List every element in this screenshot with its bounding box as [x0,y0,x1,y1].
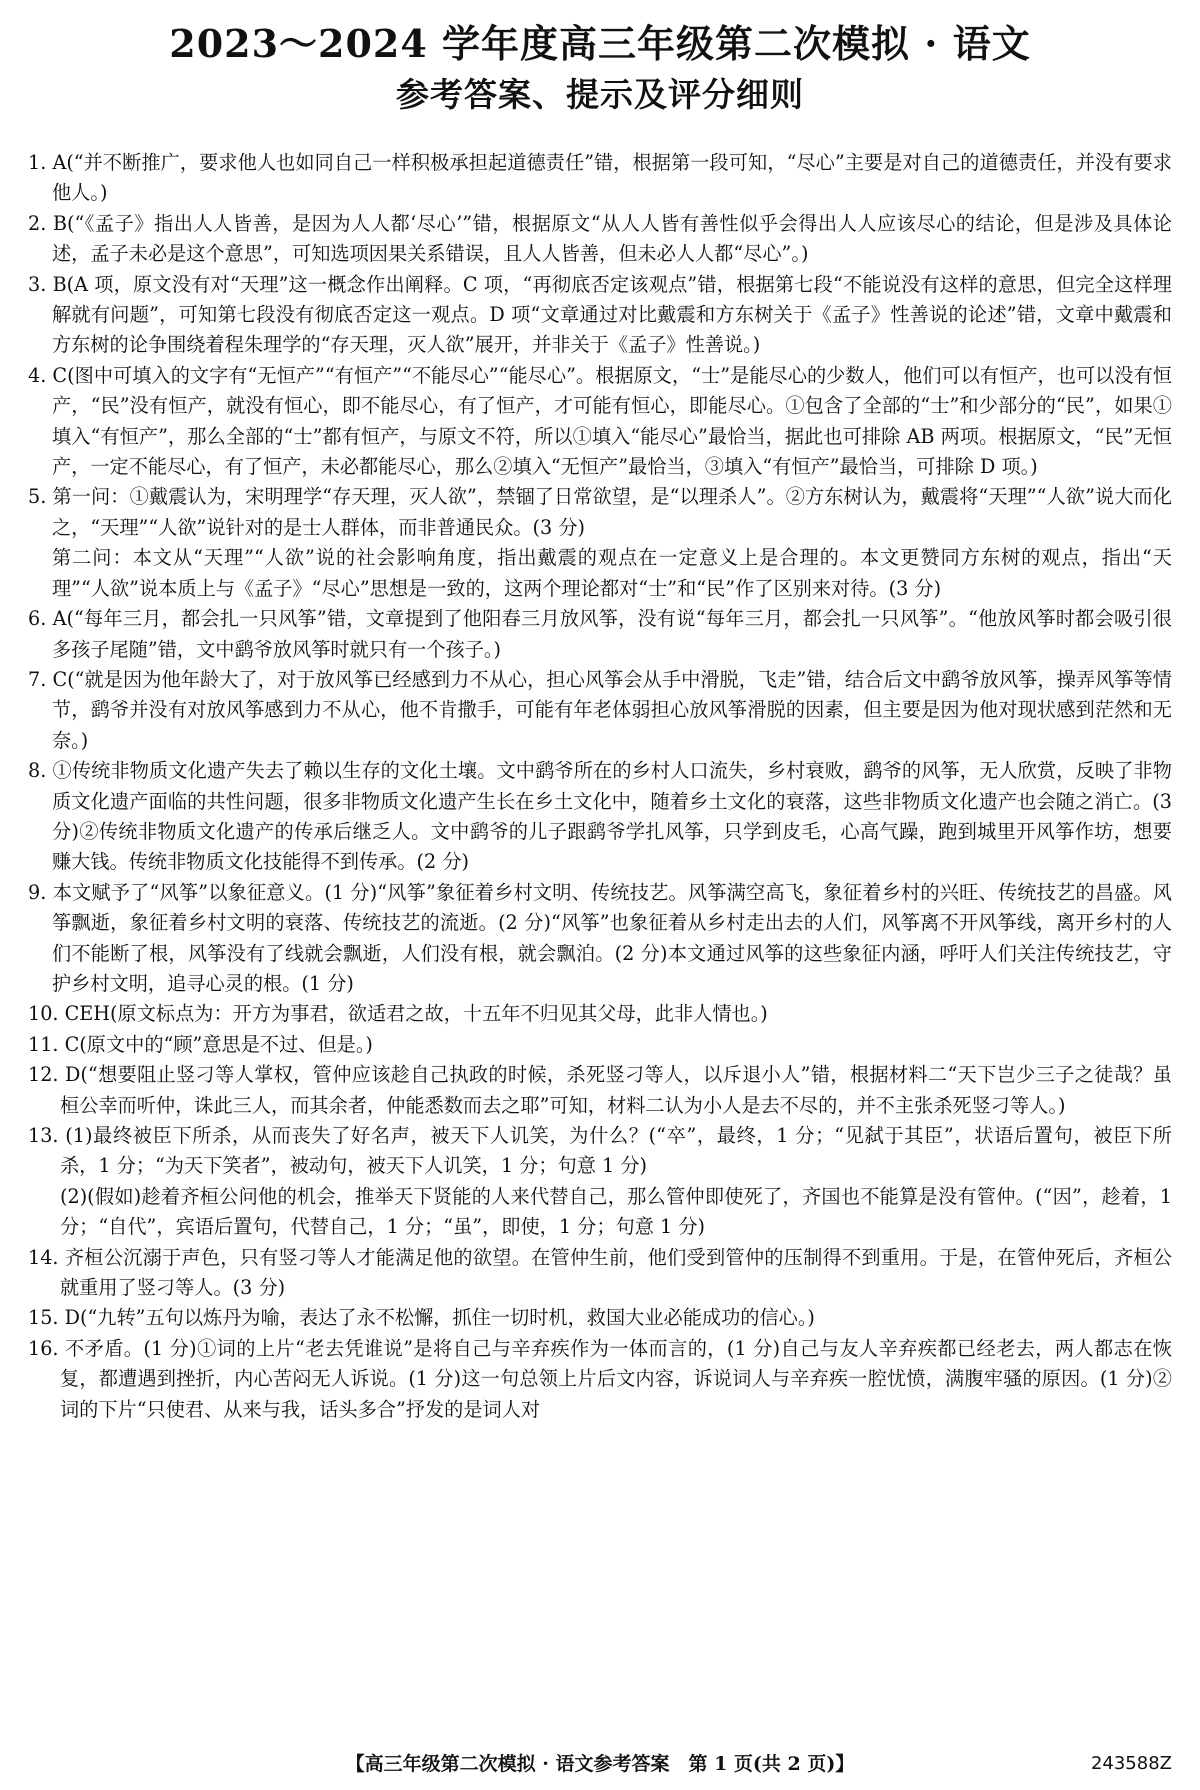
footer-doc-code: 243588Z [1090,1753,1172,1774]
answer-item-11: 11. C(原文中的“顾”意思是不过、但是。) [28,1032,373,1056]
answer-item-14: 14. 齐桓公沉溺于声色，只有竖刁等人才能满足他的欲望。在管仲生前，他们受到管仲的压制得不到重用。于是，在管仲死后，齐桓公就重用了竖刁等人。(3 分) [28,1245,1172,1300]
answer-item-1: 1. A(“并不断推广，要求他人也如同自己一样积极承担起道德责任”错，根据第一段可知，“尽心”主要是对自己的道德责任，并没有要求他人。) [28,151,1172,205]
answer-item-8: 8. ①传统非物质文化遗产失去了赖以生存的文化土壤。文中鹞爷所在的乡村人口流失，乡村衰败，鹞爷的风筝，无人欣赏，反映了非物质文化遗产面临的共性问题，很多非物质文化遗产生长在乡土文化中，随着乡土文化的衰落，这些非物质文化遗产也会随之消亡。(3 分)②传统非物质文化遗产的传承后继乏人。文中鹞爷的儿子跟鹞爷学扎风筝，只学到皮毛，心高气躁，跑到城里开风筝作坊，想要赚大钱。传统非物质文化技能得不到传承。(2 分) [28,759,1172,874]
answer-item-10: 10. CEH(原文标点为：开方为事君，欲适君之故，十五年不归见其父母，此非人情也。) [28,1002,768,1026]
answer-item-16: 16. 不矛盾。(1 分)①词的上片“老去凭谁说”是将自己与辛弃疾作为一体而言的，(1 分)自己与友人辛弃疾都已经老去，两人都志在恢复，都遭遇到挫折，内心苦闷无人诉说。(1 分)这一句总领上片后文内容，诉说词人与辛弃疾一腔忧愤，满腹牢骚的原因。(1 分)②词的下片“只使君、从来与我，话头多合”抒发的是词人对 [28,1336,1172,1421]
page-title: 2023～2024 学年度高三年级第二次模拟 · 语文 [169,21,1031,66]
answer-item-5: 5. 第一问：①戴震认为，宋明理学“存天理，灭人欲”，禁锢了日常欲望，是“以理杀人”。②方东树认为，戴震将“天理”“人欲”说大而化之，“天理”“人欲”说针对的是士人群体，而非普通民众。(3 分) [28,485,1172,539]
answer-item-2: 2. B(“《孟子》指出人人皆善，是因为人人都‘尽心’”错，根据原文“从人人皆有善性似乎会得出人人应该尽心的结论，但是涉及具体论述，孟子未必是这个意思”，可知选项因果关系错误，且人人皆善，但未必人人都“尽心”。) [28,211,1172,266]
answer-item-9: 9. 本文赋予了“风筝”以象征意义。(1 分)“风筝”象征着乡村文明、传统技艺。风筝满空高飞，象征着乡村的兴旺、传统技艺的昌盛。风筝飘逝，象征着乡村文明的衰落、传统技艺的流逝。(2 分)“风筝”也象征着从乡村走出去的人们，风筝离不开风筝线，离开乡村的人们不能断了根，风筝没有了线就会飘逝，人们没有根，就会飘泊。(2 分)本文通过风筝的这些象征内涵，呼吁人们关注传统技艺，守护乡村文明，追寻心灵的根。(1 分) [28,880,1172,995]
answer-item-4: 4. C(图中可填入的文字有“无恒产”“有恒产”“不能尽心”“能尽心”。根据原文，“士”是能尽心的少数人，他们可以有恒产，也可以没有恒产，“民”没有恒产，就没有恒心，即不能尽心，有了恒产，才可能有恒心，即能尽心。①包含了全部的“士”和少部分的“民”，如果①填入“有恒产”，那么全部的“士”都有恒产，与原文不符，所以①填入“能尽心”最恰当，据此也可排除 AB 两项。根据原文，“民”无恒产，一定不能尽心，有了恒产，未必都能尽心，那么②填入“无恒产”最恰当，③填入“有恒产”最恰当，可排除 D 项。) [28,363,1172,479]
page-subtitle: 参考答案、提示及评分细则 [396,75,804,114]
answer-list [28,148,1172,1425]
answer-item-7: 7. C(“就是因为他年龄大了，对于放风筝已经感到力不从心，担心风筝会从手中滑脱，飞走”错，结合后文中鹞爷放风筝，操弄风筝等情节，鹞爷并没有对放风筝感到力不从心，他不肯撒手，可能有年老体弱担心放风筝滑脱的因素，但主要是因为他对现状感到茫然和无奈。) [28,667,1172,752]
page-footer [28,1750,1172,1778]
answer-item-13-part-2: (2)(假如)趁着齐桓公问他的机会，推举天下贤能的人来代替自己，那么管仲即使死了，齐国也不能算是没有管仲。(“因”，趁着，1 分；“自代”，宾语后置句，代替自己，1 分；“虽”，即使，1 分；句意 1 分) [60,1184,1172,1239]
answer-item-3: 3. B(A 项，原文没有对“天理”这一概念作出阐释。C 项，“再彻底否定该观点”错，根据第七段“不能说没有这样的意思，但完全这样理解就有问题”，可知第七段没有彻底否定这一观点。D 项“文章通过对比戴震和方东树关于《孟子》性善说的论述”错，文章中戴震和方东树的论争围绕着程朱理学的“存天理，灭人欲”展开，并非关于《孟子》性善说。) [28,272,1172,357]
footer-page-info: 【高三年级第二次模拟 · 语文参考答案 第 1 页(共 2 页)】 [345,1753,855,1775]
answer-item-12: 12. D(“想要阻止竖刁等人掌权，管仲应该趁自己执政的时候，杀死竖刁等人，以斥退小人”错，根据材料二“天下岂少三子之徒哉？虽桓公幸而听仲，诛此三人，而其余者，仲能悉数而去之耶”可知，材料二认为小人是去不尽的，并不主张杀死竖刁等人。) [28,1063,1172,1117]
answer-item-15: 15. D(“九转”五句以炼丹为喻，表达了永不松懈，抓住一切时机，救国大业必能成功的信心。) [28,1306,815,1330]
answer-item-13: 13. (1)最终被臣下所杀，从而丧失了好名声，被天下人讥笑，为什么？(“卒”，最终，1 分；“见弑于其臣”，状语后置句，被臣下所杀，1 分；“为天下笑者”，被动句，被天下人讥笑，1 分；句意 1 分) [28,1124,1172,1178]
answer-item-5-part-2: 第二问：本文从“天理”“人欲”说的社会影响角度，指出戴震的观点在一定意义上是合理的。本文更赞同方东树的观点，指出“天理”“人欲”说本质上与《孟子》“尽心”思想是一致的，这两个理论都对“士”和“民”作了区别来对待。(3 分) [52,546,1172,600]
answer-item-6: 6. A(“每年三月，都会扎一只风筝”错，文章提到了他阳春三月放风筝，没有说“每年三月，都会扎一只风筝”。“他放风筝时都会吸引很多孩子尾随”错，文中鹞爷放风筝时就只有一个孩子。) [28,607,1172,661]
